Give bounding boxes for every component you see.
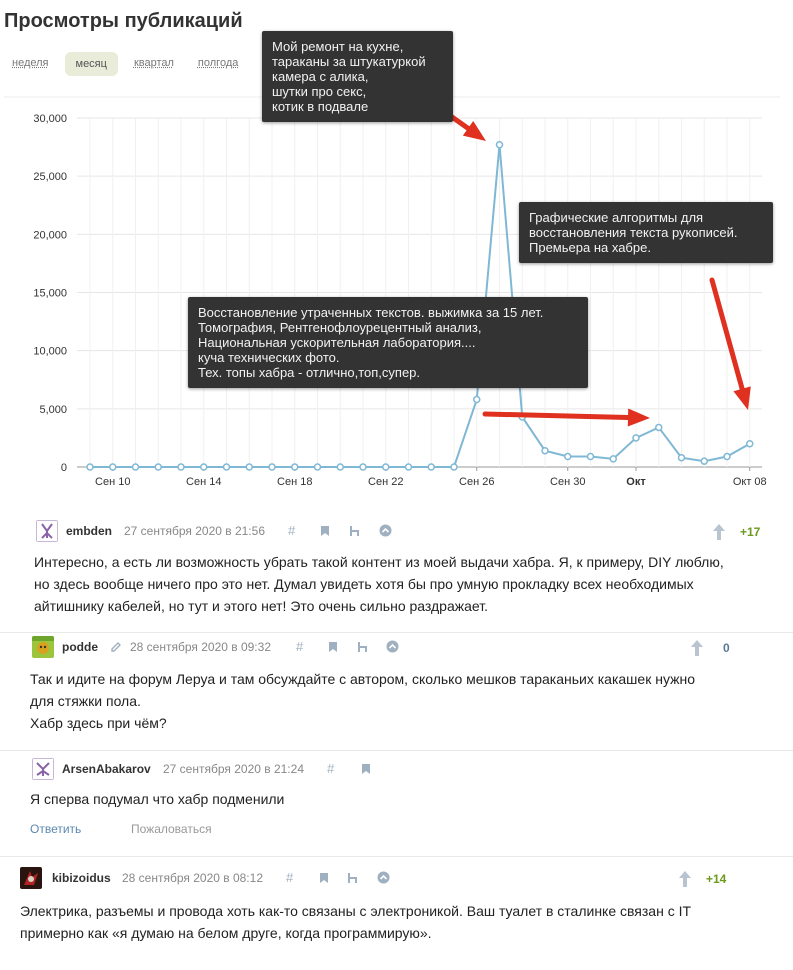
reply-link[interactable]: Ответить [30,822,82,836]
comment-date[interactable]: 27 сентября 2020 в 21:24 [163,762,304,776]
data-point [269,464,275,470]
comment-score: +14 [706,872,727,886]
arrow-up-icon[interactable] [712,523,726,541]
comment-date[interactable]: 28 сентября 2020 в 09:32 [130,640,271,654]
data-point [383,464,389,470]
y-tick-label: 0 [60,462,67,474]
comment-score: 0 [723,641,730,655]
y-tick-label: 10,000 [33,345,67,358]
data-point [155,464,161,470]
y-tick-label: 20,000 [33,229,67,242]
comment-embden [0,520,793,620]
page-title: Просмотры публикаций [4,10,243,32]
hash-icon[interactable]: # [286,870,294,885]
x-tick-label: Сен 14 [186,476,222,488]
y-tick-label: 15,000 [33,287,67,300]
data-point [178,464,184,470]
data-point [565,454,571,460]
comment-score: +17 [740,525,761,539]
data-point [497,142,503,148]
tab-month[interactable]: месяц [65,52,118,76]
divider [0,856,793,857]
comment-text: Интересно, а есть ли возможность убрать такой контент из моей выдачи хабра. Я, к примеру, DIY люблю, но здесь вообще ничего про это нет. Думал увидеть хотя бы про умную прокладку всех необходимых айтишнику кабелей, но тут и этого нет! Это очень сильно раздражает. [34,554,724,614]
divider [0,632,793,633]
arrow-restoration-head [628,408,650,426]
x-tick-label: Сен 26 [459,476,495,488]
data-point [360,464,366,470]
bookmark-icon[interactable] [319,872,329,884]
data-point [656,424,662,430]
data-point [224,464,230,470]
comment-podde [0,636,793,736]
comment-text: Так и идите на форум Леруа и там обсуждайте с автором, сколько мешков тараканьих какашек нужно для стяжки пола. Хабр здесь при чём? [30,671,695,731]
period-tabs [4,52,254,76]
comment-date[interactable]: 28 сентября 2020 в 08:12 [122,871,263,885]
comment-text: Я сперва подумал что хабр подменили [30,791,285,807]
data-point [588,454,594,460]
annotation-graphics: Графические алгоритмы для восстановления текста рукописей. Премьера на хабре. [519,202,773,263]
data-point [133,464,139,470]
y-tick-label: 5,000 [39,403,67,416]
collapse-icon[interactable] [377,871,390,884]
x-tick-label: Сен 18 [277,476,313,488]
parent-comment-icon[interactable] [347,872,359,884]
arrow-up-icon[interactable] [678,870,692,888]
data-point [633,435,639,441]
comment-arsenabakarov [0,758,793,848]
divider [0,750,793,751]
data-point [701,458,707,464]
x-tick-label: Сен 22 [368,476,404,488]
parent-comment-icon[interactable] [357,641,369,653]
data-point [87,464,93,470]
tab-quarter[interactable]: квартал [133,57,174,69]
username[interactable]: kibizoidus [52,871,111,885]
y-tick-label: 25,000 [33,171,67,184]
tab-week[interactable]: неделя [12,57,49,69]
data-point [747,441,753,447]
pencil-icon[interactable] [110,641,122,653]
username[interactable]: podde [62,640,98,654]
data-point [610,456,616,462]
hash-icon[interactable]: # [288,523,296,538]
x-tick-label: Сен 30 [550,476,586,488]
comment-date[interactable]: 27 сентября 2020 в 21:56 [124,524,265,538]
avatar[interactable] [32,636,54,658]
username[interactable]: embden [66,524,113,538]
comment-text: Электрика, разъемы и провода хоть как-то связаны с электроникой. Ваш туалет в сталинке связан с IT примерно как «я думаю на белом друге, когда программирую». [20,903,692,941]
arrow-up-icon[interactable] [690,639,704,657]
data-point [724,454,730,460]
data-point [110,464,116,470]
data-point [451,464,457,470]
comment-kibizoidus [0,867,793,957]
data-point [428,464,434,470]
collapse-icon[interactable] [379,524,392,537]
data-point [201,464,207,470]
avatar[interactable] [20,867,42,889]
data-point [246,464,252,470]
data-point [542,448,548,454]
data-point [315,464,321,470]
y-tick-label: 30,000 [33,113,67,125]
data-point [679,455,685,461]
avatar[interactable] [32,758,54,780]
bookmark-icon[interactable] [328,641,338,653]
arrow-graphics-head [733,386,750,410]
annotation-kitchen: Мой ремонт на кухне, тараканы за штукатуркой камера с алика, шутки про секс, котик в подвале [262,31,453,122]
x-tick-label: Окт [626,476,646,488]
data-point [406,464,412,470]
x-tick-label: Окт 08 [732,476,767,488]
x-tick-label: Сен 10 [95,476,131,488]
tab-half-year[interactable]: полгода [197,57,239,69]
collapse-icon[interactable] [386,640,399,653]
hash-icon[interactable]: # [296,639,304,654]
arrow-restoration-shaft [485,414,628,417]
parent-comment-icon[interactable] [349,525,361,537]
username[interactable]: ArsenAbakarov [62,762,151,776]
data-point [337,464,343,470]
hash-icon[interactable]: # [327,761,335,776]
arrow-kitchen-head [463,121,486,141]
report-link[interactable]: Пожаловаться [131,822,212,836]
bookmark-icon[interactable] [361,763,371,775]
avatar[interactable] [36,520,58,542]
data-point [292,464,298,470]
bookmark-icon[interactable] [320,525,330,537]
annotation-restoration: Восстановление утраченных текстов. выжимка за 15 лет. Томография, Рентгенофлоурецентный анализ, Национальная ускорительная лаборатория.... куча технических фото. Тех. топы хабра - отлично,топ,супер. [188,297,588,388]
data-point [474,397,480,403]
